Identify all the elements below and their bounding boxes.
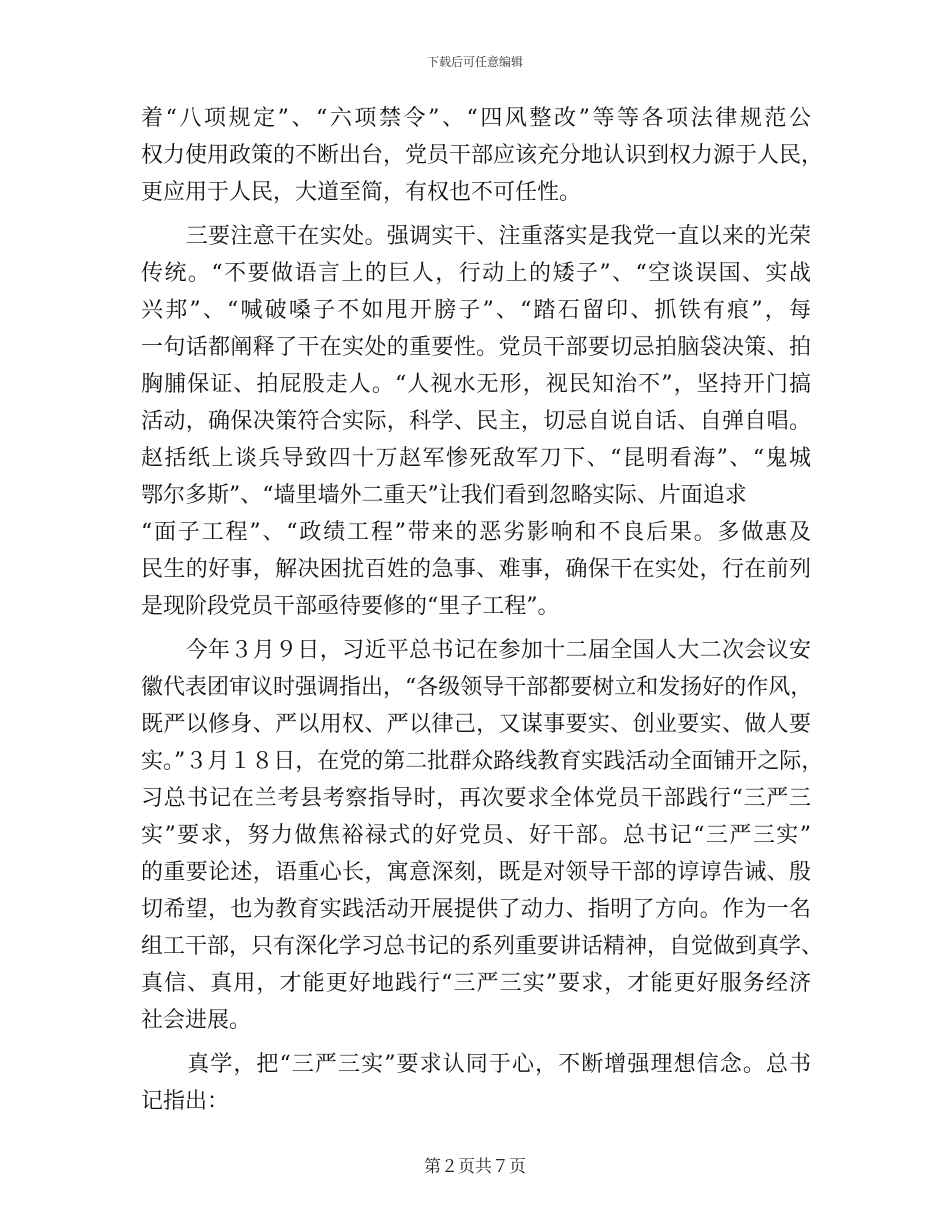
- text-line: 徽代表团审议时强调指出，“各级领导干部都要树立和发扬好的作风，: [141, 675, 813, 700]
- text-line: 实”要求，努力做焦裕禄式的好党员、好干部。总书记“三严三实”: [141, 823, 811, 848]
- paragraph-4: [141, 1046, 811, 1120]
- text-line: 三要注意干在实处。强调实干、注重落实是我党一直以来的光荣: [141, 224, 811, 249]
- text-line: 赵括纸上谈兵导致四十万赵军惨死敌军刀下、“昆明看海”、“鬼城: [141, 446, 811, 471]
- text-line: 社会进展。: [141, 1008, 252, 1033]
- text-line: 真学，把“三严三实”要求认同于心，不断增强理想信念。总书: [141, 1052, 811, 1077]
- text-line: 习总书记在兰考县考察指导时，再次要求全体党员干部践行“三严三: [141, 786, 811, 811]
- text-line: 胸脯保证、拍屁股走人。“人视水无形，视民知治不”，坚持开门搞: [141, 372, 811, 397]
- text-line: 兴邦”、“喊破嗓子不如甩开膀子”、“踏石留印、抓铁有痕”，每: [141, 298, 811, 323]
- text-line: 今年３月９日，习近平总书记在参加十二届全国人大二次会议安: [141, 638, 811, 663]
- text-line: 更应用于人民，大道至简，有权也不可任性。: [141, 180, 582, 205]
- text-line: 传统。“不要做语言上的巨人，行动上的矮子”、“空谈误国、实战: [141, 261, 811, 286]
- paragraph-2: [141, 218, 811, 625]
- text-line: 一句话都阐释了干在实处的重要性。党员干部要切忌拍脑袋决策、拍: [141, 335, 811, 360]
- page-header-note: 下载后可任意编辑: [426, 55, 523, 69]
- text-line: 鄂尔多斯”、“墙里墙外二重天”让我们看到忽略实际、片面追求: [141, 483, 747, 508]
- text-line: 着“八项规定”、“六项禁令”、“四风整改”等等各项法律规范公: [141, 106, 811, 131]
- text-line: 组工干部，只有深化学习总书记的系列重要讲话精神，自觉做到真学、: [141, 934, 824, 959]
- text-line: 记指出：: [141, 1089, 230, 1114]
- text-line: 是现阶段党员干部亟待要修的“里子工程”。: [141, 594, 560, 619]
- text-line: “面子工程”、“政绩工程”带来的恶劣影响和不良后果。多做惠及: [141, 520, 811, 545]
- paragraph-1: [141, 100, 824, 211]
- text-line: 既严以修身、严以用权、严以律己，又谋事要实、创业要实、做人要: [141, 712, 811, 737]
- page-number: 第２页共７页: [424, 1157, 526, 1177]
- text-line: 权力使用政策的不断出台，党员干部应该充分地认识到权力源于人民，: [141, 143, 824, 168]
- text-line: 切希望，也为教育实践活动开展提供了动力、指明了方向。作为一名: [141, 897, 811, 922]
- text-line: 的重要论述，语重心长，寓意深刻，既是对领导干部的谆谆告诫、殷: [141, 860, 811, 885]
- paragraph-3: [141, 632, 824, 1039]
- text-line: 民生的好事，解决困扰百姓的急事、难事，确保干在实处，行在前列: [141, 557, 811, 582]
- text-line: 实。”３月１８日，在党的第二批群众路线教育实践活动全面铺开之际，: [141, 749, 824, 774]
- text-line: 活动，确保决策符合实际，科学、民主，切忌自说自话、自弹自唱。: [141, 409, 811, 434]
- document-body: [141, 100, 824, 1120]
- text-line: 真信、真用，才能更好地践行“三严三实”要求，才能更好服务经济: [141, 971, 811, 996]
